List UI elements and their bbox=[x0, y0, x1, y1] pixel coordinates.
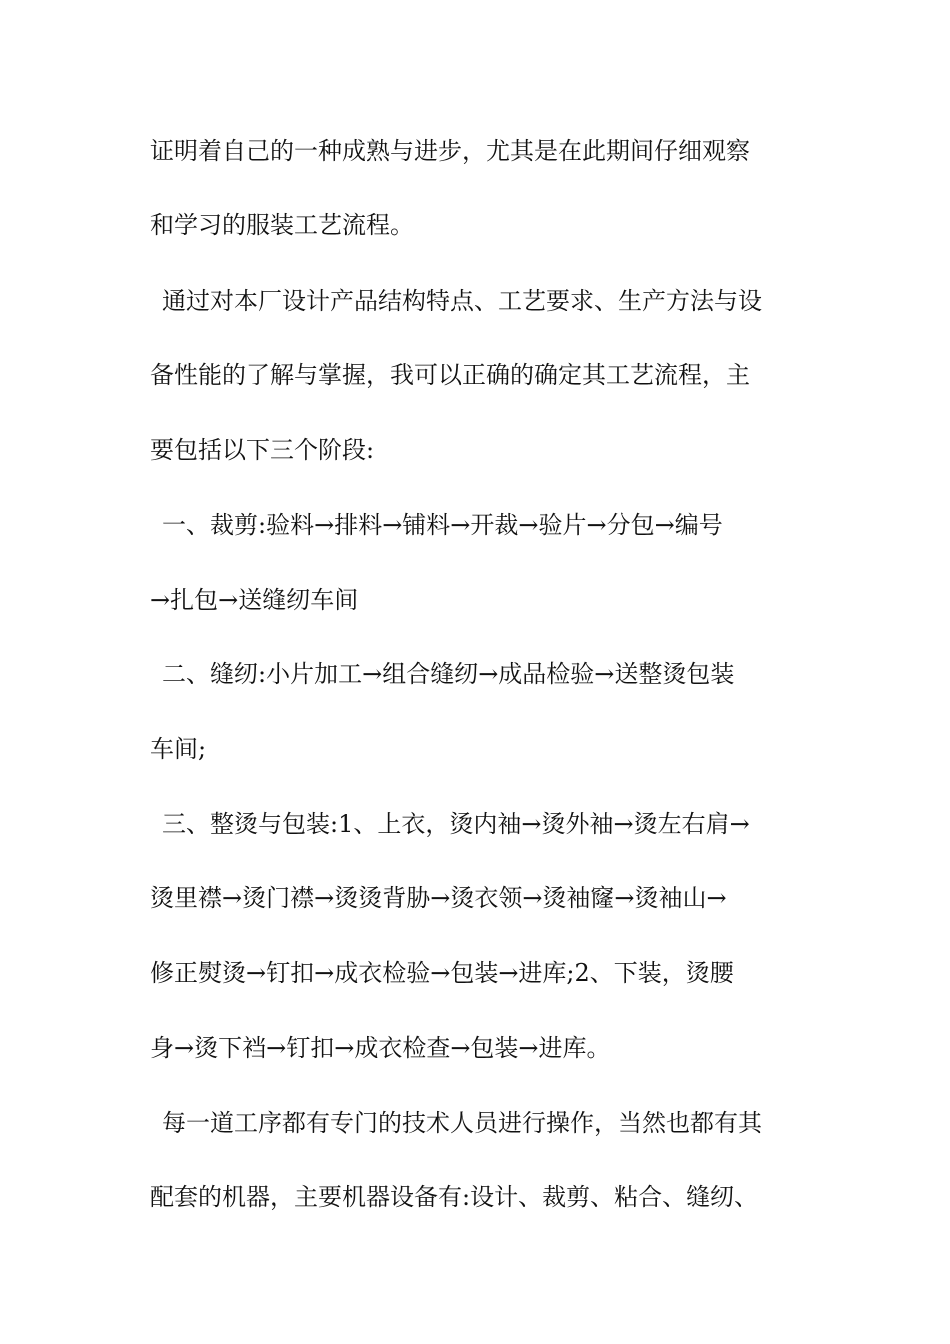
stage-two-line: 二、缝纫:小片加工→组合缝纫→成品检验→送整烫包装 bbox=[162, 660, 735, 688]
text-line: 车间; bbox=[150, 735, 207, 763]
text-line: 要包括以下三个阶段: bbox=[150, 436, 375, 464]
text-line: 配套的机器，主要机器设备有:设计、裁剪、粘合、缝纫、 bbox=[150, 1183, 759, 1211]
text-line: 备性能的了解与掌握，我可以正确的确定其工艺流程，主 bbox=[150, 361, 750, 389]
text-line: 修正熨烫→钉扣→成衣检验→包装→进库;2、下装，烫腰 bbox=[150, 959, 734, 987]
paragraph-start-line: 每一道工序都有专门的技术人员进行操作，当然也都有其 bbox=[162, 1109, 762, 1137]
stage-one-line: 一、裁剪:验料→排料→铺料→开裁→验片→分包→编号 bbox=[162, 511, 723, 539]
text-line: 烫里襟→烫门襟→烫烫背胁→烫衣领→烫袖窿→烫袖山→ bbox=[150, 884, 727, 912]
stage-three-line: 三、整烫与包装:1、上衣，烫内袖→烫外袖→烫左右肩→ bbox=[162, 810, 750, 838]
paragraph-start-line: 通过对本厂设计产品结构特点、工艺要求、生产方法与设 bbox=[162, 287, 762, 315]
text-line: 和学习的服装工艺流程。 bbox=[150, 211, 414, 239]
text-line: 证明着自己的一种成熟与进步，尤其是在此期间仔细观察 bbox=[150, 137, 750, 165]
text-line: 身→烫下裆→钉扣→成衣检查→包装→进库。 bbox=[150, 1034, 611, 1062]
text-line: →扎包→送缝纫车间 bbox=[150, 586, 359, 614]
